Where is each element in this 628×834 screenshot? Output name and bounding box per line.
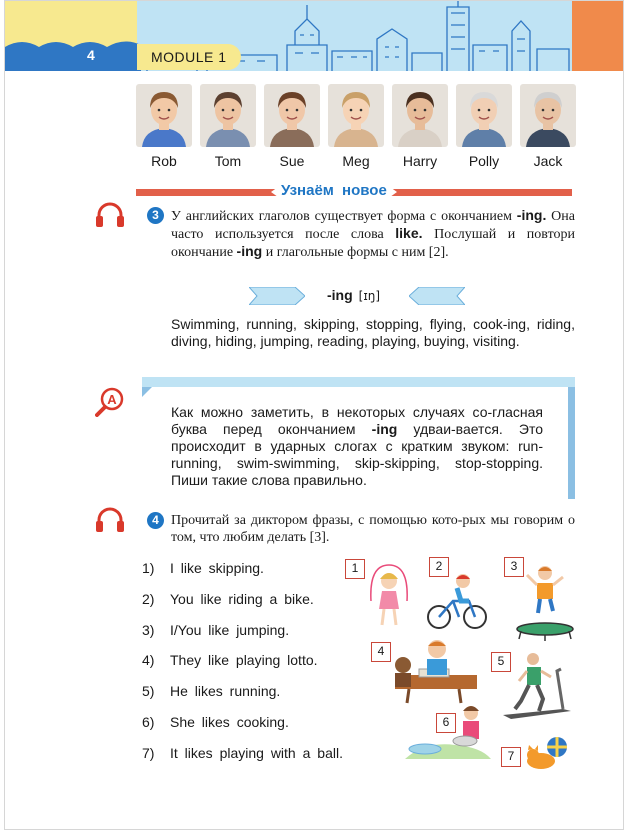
- task3-text-2: Она часто используется после слова: [171, 209, 575, 242]
- page-header: [5, 1, 624, 71]
- girl-skipping-icon: [365, 561, 413, 631]
- note-box-side-border: [568, 387, 575, 499]
- task3-bold-3: -ing: [236, 243, 263, 259]
- list-item: [142, 714, 289, 730]
- portrait-photo: [328, 84, 384, 147]
- list-item-number: 4): [142, 652, 155, 669]
- portrait-photo: [392, 84, 448, 147]
- list-item-text: They like playing lotto.: [170, 652, 318, 669]
- list-item: [142, 560, 264, 576]
- picture-number-1: 1: [345, 559, 365, 579]
- list-item-text: I like skipping.: [170, 560, 264, 576]
- person-name: Tom: [214, 153, 242, 169]
- list-item-number: 1): [142, 560, 155, 576]
- picture-number-7: 7: [501, 747, 521, 767]
- picture-number-2: 2: [429, 557, 449, 577]
- header-orange-band: [572, 1, 624, 71]
- task3-bold-2: like.: [395, 225, 423, 241]
- verb-forms-list: Swimming, running, skipping, stopping, flying, cook-ing, riding, diving, hiding, jumping, reading, playing, buying, visiting.: [171, 316, 575, 349]
- list-item-text: It likes playing with a ball.: [170, 744, 343, 761]
- portrait-photo: [136, 84, 192, 147]
- person-name: Meg: [342, 153, 370, 169]
- spelling-note: [171, 404, 543, 489]
- list-item-number: 7): [142, 744, 155, 761]
- task3-text-4: и глагольные формы с ним [2].: [262, 245, 449, 260]
- person-name: Harry: [402, 153, 438, 169]
- portrait-photo: [456, 84, 512, 147]
- cat-playing-ball-icon: [523, 733, 571, 771]
- portrait-photo: [264, 84, 320, 147]
- chevron-banner-left-icon: [249, 287, 305, 305]
- note-text-2: удваи-вается. Это происходит в ударных слогах с кратким звуком: run-running, swim-swimming, skip-skipping, stop-stopping. Пиши такие слова правильно.: [171, 421, 543, 488]
- boy-jumping-trampoline-icon: [513, 561, 577, 641]
- list-item-text: She likes cooking.: [170, 714, 289, 730]
- textbook-page: [4, 0, 624, 830]
- person-card: [200, 84, 256, 169]
- picture-number-6: 6: [436, 713, 456, 733]
- task4-instruction: Прочитай за диктором фразы, с помощью кото-рых мы говорим о том, что любим делать [3].: [171, 513, 575, 545]
- list-item-text: I/You like jumping.: [170, 621, 290, 638]
- task3-text-3: Послушай и повтори окончание: [171, 227, 575, 260]
- list-item: [142, 683, 280, 699]
- person-card: [136, 84, 192, 169]
- list-item-number: 5): [142, 683, 155, 700]
- portrait-photo: [200, 84, 256, 147]
- character-photos: [136, 84, 576, 172]
- list-item-number: 2): [142, 590, 155, 607]
- section-title: Узнаём новое: [277, 182, 391, 199]
- magnifier-icon: [95, 387, 125, 417]
- task-number-4: 4: [147, 512, 164, 529]
- svg-text:A: A: [107, 392, 117, 407]
- ing-word: -ing: [327, 287, 353, 303]
- note-text-1: Как можно заметить, в некоторых случаях со-гласная буква перед окончанием: [171, 404, 543, 437]
- person-card: [392, 84, 448, 169]
- ing-ending-label: [327, 287, 380, 303]
- person-name: Jack: [533, 153, 563, 169]
- task-number-3: 3: [147, 207, 164, 224]
- list-item-text: He likes running.: [170, 683, 281, 700]
- task3-bold-1: -ing.: [516, 207, 547, 223]
- page-number: 4: [87, 47, 95, 63]
- person-card: [456, 84, 512, 169]
- list-item: [142, 591, 314, 607]
- person-name: Rob: [151, 153, 177, 169]
- portrait-photo: [520, 84, 576, 147]
- headphones-icon[interactable]: [95, 507, 125, 533]
- person-name: Polly: [468, 153, 500, 169]
- picture-number-4: 4: [371, 642, 391, 662]
- task3-text-1: У английских глаголов существует форма с окончанием: [171, 209, 517, 224]
- man-running-treadmill-icon: [499, 649, 579, 723]
- person-card: [520, 84, 576, 169]
- note-box-corner: [142, 387, 152, 397]
- person-name: Sue: [279, 153, 305, 169]
- list-item: [142, 622, 289, 638]
- picture-number-5: 5: [491, 652, 511, 672]
- headphones-icon[interactable]: [95, 202, 125, 228]
- person-card: [328, 84, 384, 169]
- person-card: [264, 84, 320, 169]
- ing-transcription: [ɪŋ]: [358, 289, 381, 303]
- girl-cooking-icon: [405, 701, 491, 767]
- list-item-number: 3): [142, 621, 155, 638]
- list-item: [142, 652, 318, 668]
- list-item-text: You like riding a bike.: [170, 590, 314, 607]
- boy-riding-bike-icon: [425, 571, 489, 631]
- note-bold: -ing: [371, 421, 398, 437]
- chevron-banner-right-icon: [409, 287, 465, 305]
- header-waves-icon: [5, 37, 141, 71]
- module-label: MODULE 1: [137, 44, 241, 70]
- list-item-number: 6): [142, 714, 155, 730]
- note-box-top-border: [142, 377, 575, 387]
- picture-number-3: 3: [504, 557, 524, 577]
- task3-instruction: [171, 207, 575, 261]
- children-playing-lotto-icon: [389, 637, 481, 705]
- list-item: [142, 745, 343, 761]
